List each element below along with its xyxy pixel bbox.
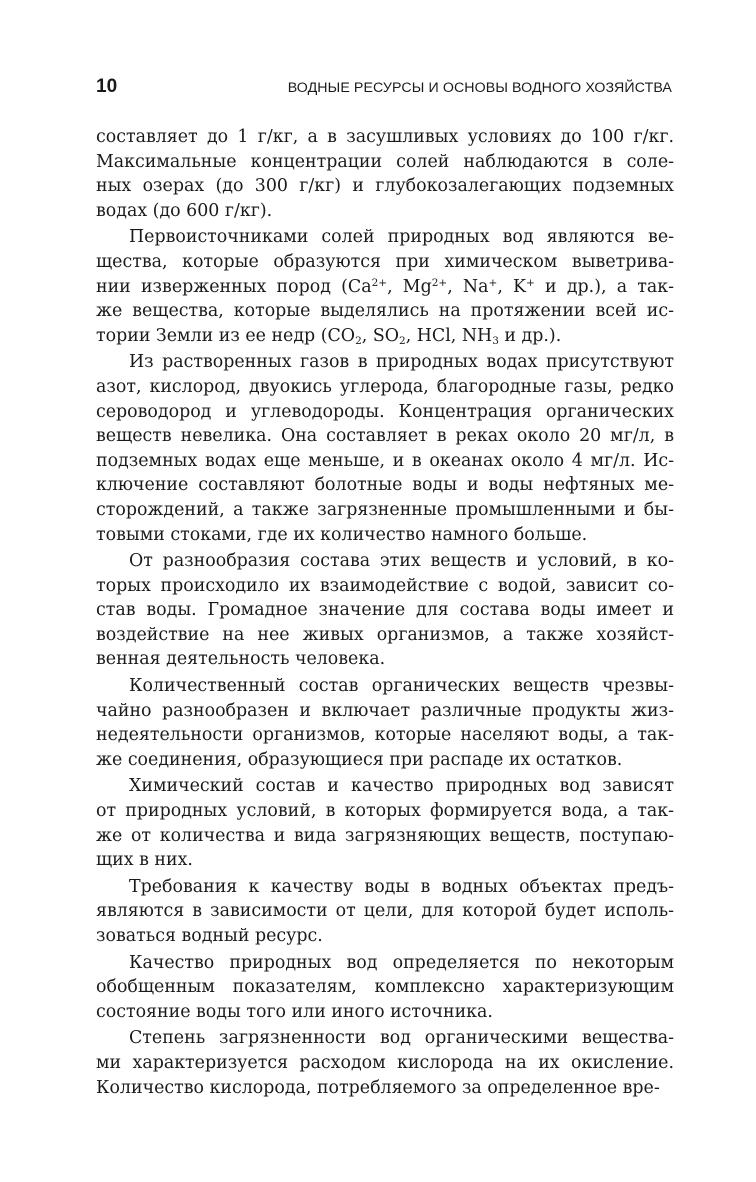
text-line: подземных водах еще меньше, и в океанах около 4 мг/л. Ис-: [96, 450, 674, 471]
text-line: обобщенным показателям, комплексно характеризующим: [96, 977, 674, 998]
text-line: веществ невелика. Она составляет в реках около 20 мг/л, в: [96, 426, 674, 447]
text-line: Химический состав и качество природных вод зависят: [129, 776, 674, 797]
text-line: товыми стоками, где их количество намного больше.: [96, 524, 588, 545]
text-line: От разнообразия состава этих веществ и условий, в ко-: [129, 551, 674, 572]
page-number: 10: [96, 76, 118, 97]
text-line: [96, 324, 674, 349]
superscript: 2+: [371, 276, 388, 289]
text-line: чайно разнообразен и включает различные продукты жиз-: [96, 700, 674, 721]
subscript: 2: [399, 334, 406, 347]
paragraph: [96, 951, 674, 1025]
text-line: ми характеризуется расходом кислорода на их окисление.: [96, 1052, 674, 1073]
text-line: венная деятельность человека.: [96, 649, 386, 670]
subscript: 2: [355, 334, 362, 347]
text-line: Первоисточниками солей природных вод являются ве-: [129, 227, 674, 248]
text-line: ных озерах (до 300 г/кг) и глубокозалегающих подземных: [96, 176, 674, 197]
text-run: , Mg: [387, 276, 432, 297]
text-line: щества, которые образуются при химическом выветрива-: [96, 251, 674, 272]
text-line: Качество природных вод определяется по некоторым: [129, 952, 674, 973]
text-line: недеятельности организмов, которые населяют воды, а так-: [96, 725, 674, 746]
paragraph: [96, 774, 674, 872]
text-line: щих в них.: [96, 850, 193, 871]
text-line: воздействие на нее живых организмов, а также хозяйст-: [96, 624, 674, 645]
text-line: [96, 275, 674, 300]
text-line: составляет до 1 г/кг, а в засушливых условиях до 100 г/кг.: [96, 127, 674, 147]
paragraph: [96, 1026, 674, 1100]
text-line: Из растворенных газов в природных водах присутствуют: [129, 352, 674, 373]
text-line: Количественный состав органических веществ чрезвы-: [129, 676, 674, 697]
text-line: Максимальные концентрации солей наблюдаются в соле-: [96, 151, 674, 172]
text-run: и др.).: [498, 325, 562, 346]
paragraph: [96, 549, 674, 672]
paragraph: [96, 225, 674, 348]
text-run: , HCl, NH: [405, 325, 493, 346]
text-line: сероводород и углеводороды. Концентрация органических: [96, 401, 674, 422]
text-run: нии изверженных пород (Ca: [96, 276, 372, 297]
text-line: став воды. Громадное значение для состава воды имеет и: [96, 600, 674, 621]
text-line: сторождений, а также загрязненные промышленными и бы-: [96, 499, 674, 520]
subscript: 3: [492, 334, 499, 347]
text-line: же от количества и вида загрязняющих веществ, поступаю-: [96, 825, 674, 846]
text-line: состояние воды того или иного источника.: [96, 1001, 493, 1022]
superscript: +: [488, 276, 498, 289]
text-run: и др.), а так-: [534, 276, 674, 297]
text-run: , Na: [447, 276, 489, 297]
text-line: азот, кислород, двуокись углерода, благородные газы, редко: [96, 376, 674, 397]
text-line: водах (до 600 г/кг).: [96, 200, 273, 221]
text-line: же соединения, образующиеся при распаде их остатков.: [96, 749, 623, 770]
text-line: от природных условий, в которых формируется вода, а так-: [96, 801, 674, 822]
running-title: ВОДНЫЕ РЕСУРСЫ И ОСНОВЫ ВОДНОГО ХОЗЯЙСТВА: [287, 80, 672, 96]
superscript: 2+: [431, 276, 448, 289]
text-line: Требования к качеству воды в водных объектах предъ-: [129, 876, 674, 897]
body-text: [96, 125, 674, 1100]
paragraph: [96, 125, 674, 223]
text-line: Количество кислорода, потребляемого за определенное вре-: [96, 1077, 660, 1098]
text-line: являются в зависимости от цели, для которой будет исполь-: [96, 901, 674, 922]
text-line: ключение составляют болотные воды и воды нефтяных ме-: [96, 475, 674, 496]
paragraph: [96, 350, 674, 547]
running-head: [96, 76, 672, 100]
text-line: же вещества, которые выделялись на протяжении всей ис-: [96, 301, 674, 322]
text-run: , K: [497, 276, 527, 297]
text-line: Степень загрязненности вод органическими вещества-: [129, 1028, 674, 1049]
paragraph: [96, 674, 674, 772]
text-run: , SO: [361, 325, 399, 346]
text-line: торых происходило их взаимодействие с водой, зависит со-: [96, 575, 674, 596]
superscript: +: [526, 276, 535, 289]
text-run: тории Земли из ее недр (CO: [96, 325, 356, 346]
paragraph: [96, 875, 674, 949]
text-line: зоваться водный ресурс.: [96, 926, 323, 946]
